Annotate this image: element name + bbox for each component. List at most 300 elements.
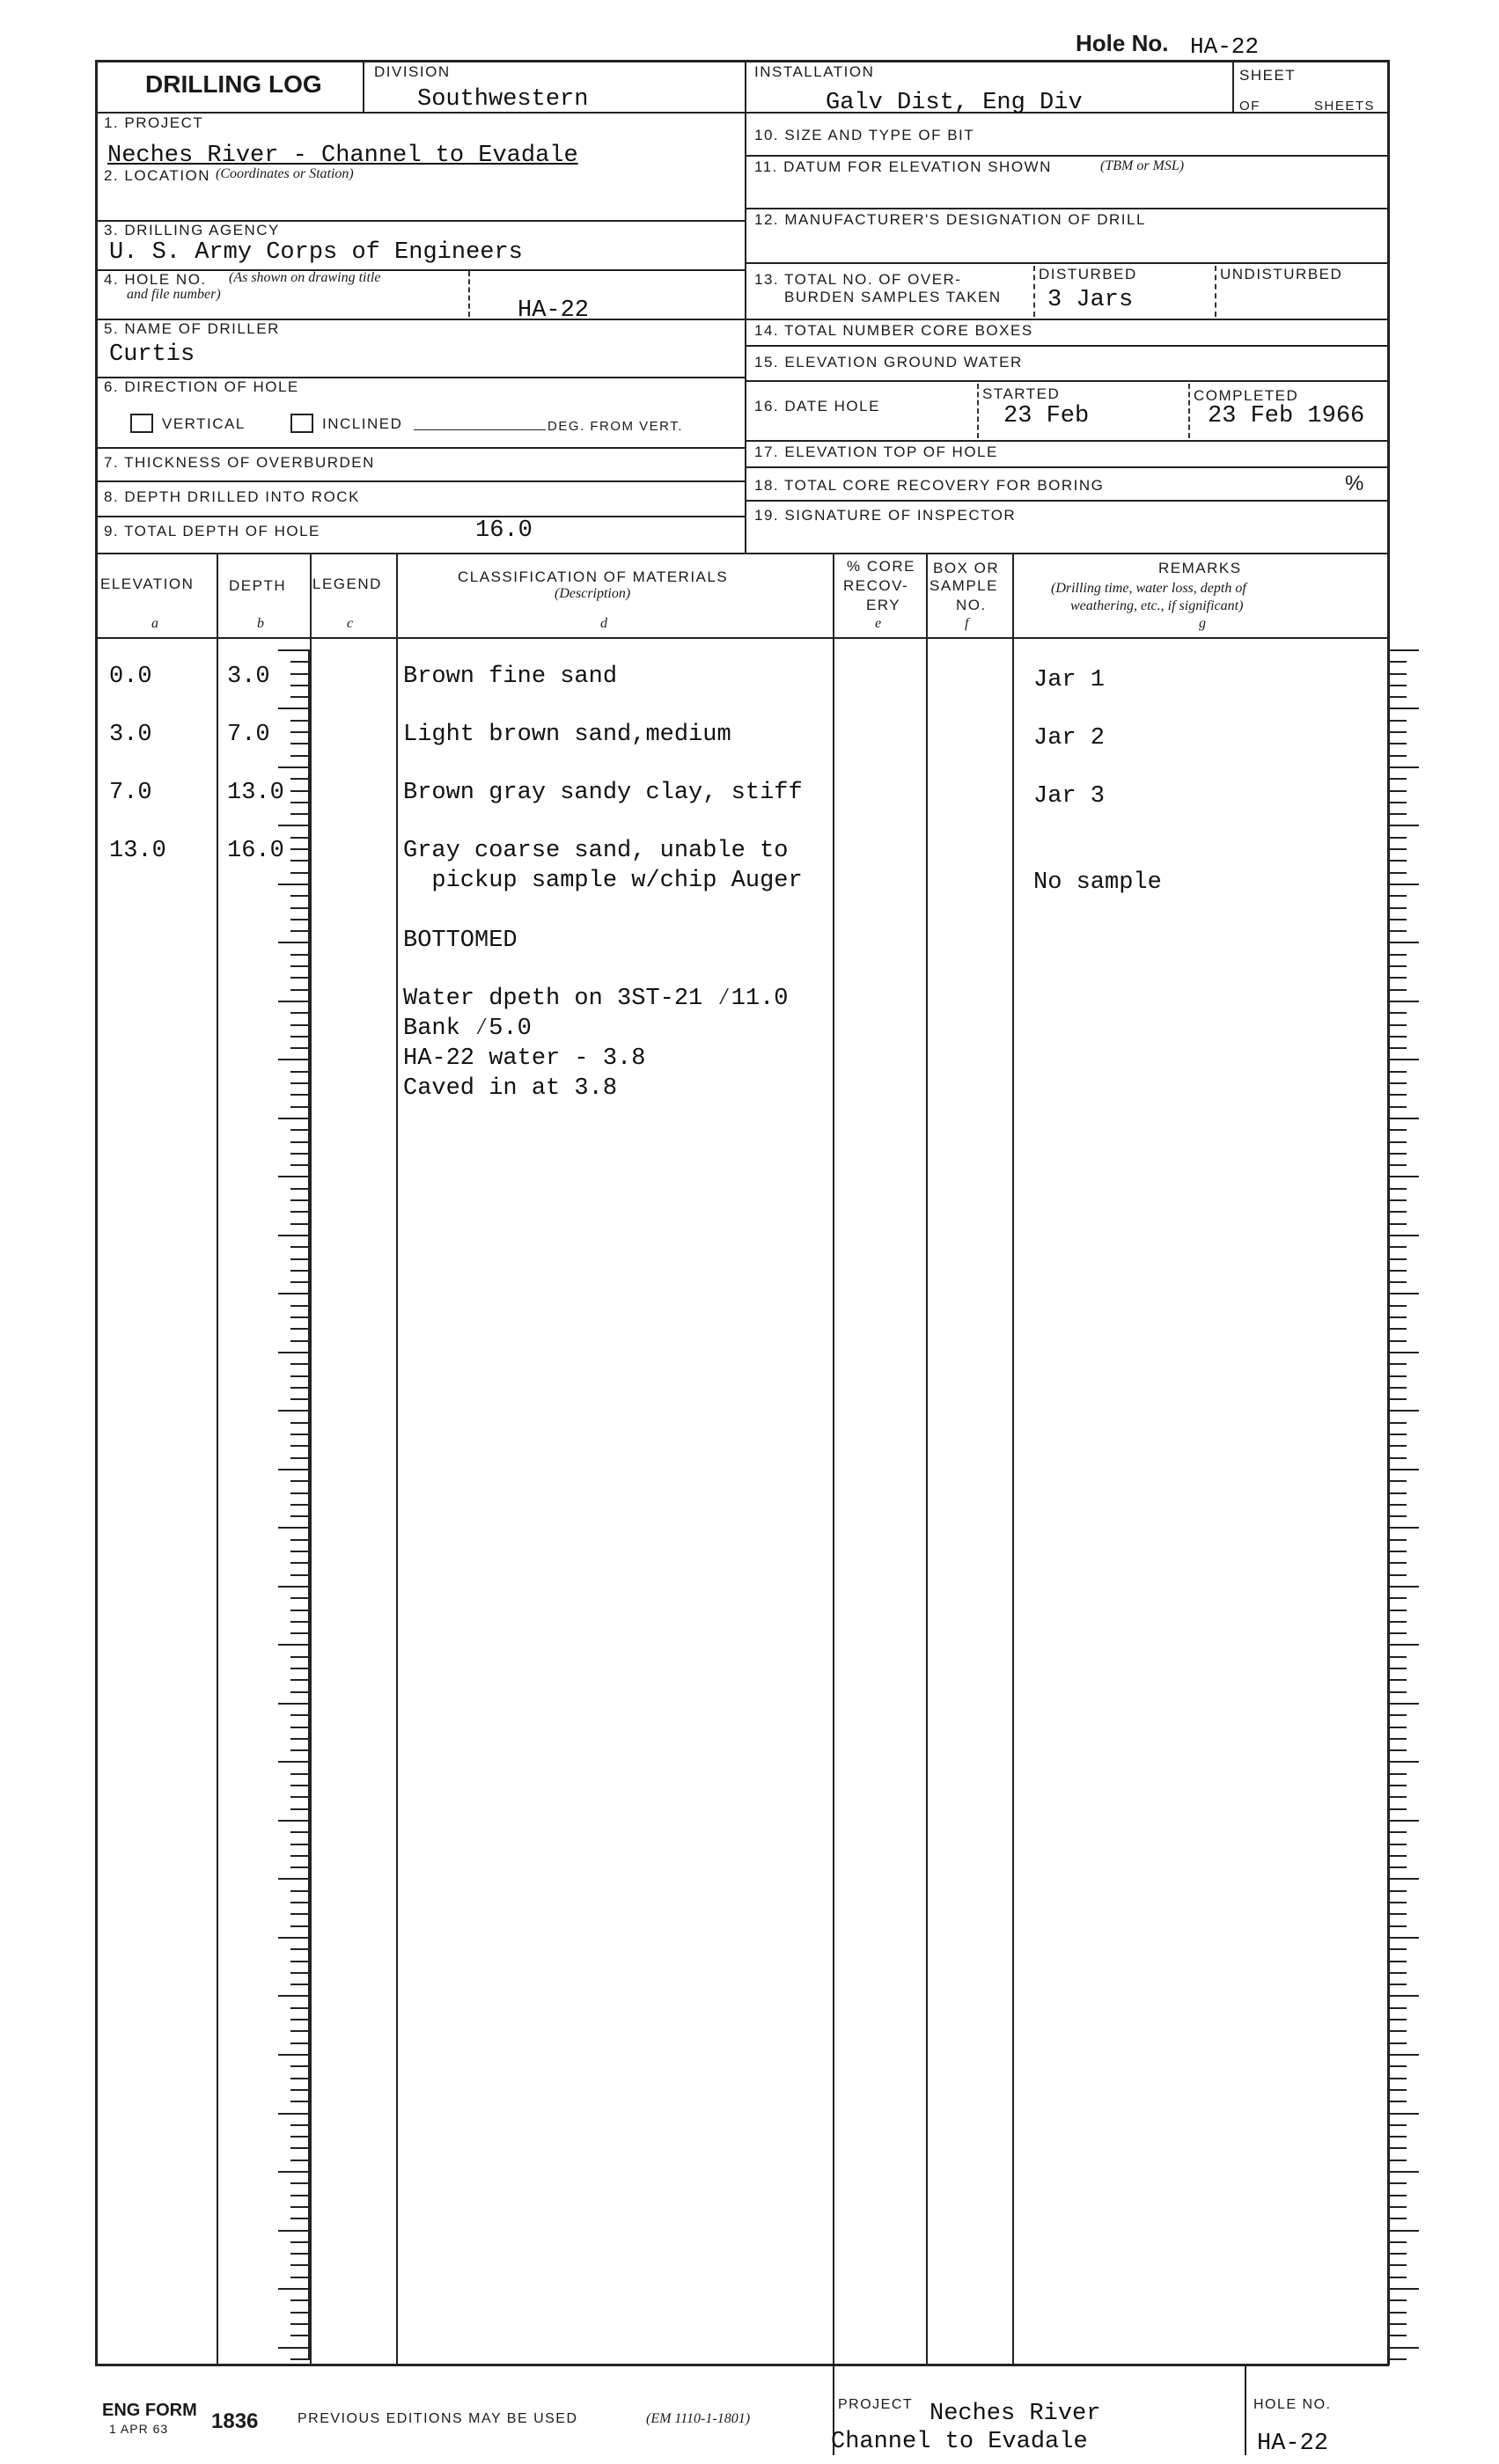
hole-no-label: Hole No.	[1076, 30, 1169, 56]
scale-tick	[1389, 895, 1407, 897]
scale-tick	[1389, 1855, 1407, 1857]
bit-label: 10. SIZE AND TYPE OF BIT	[754, 127, 975, 143]
col-classification: CLASSIFICATION OF MATERIALS	[458, 568, 729, 585]
scale-tick	[1389, 1866, 1407, 1868]
samples-label-2: BURDEN SAMPLES TAKEN	[784, 289, 1002, 305]
sheet-label: SHEET	[1239, 67, 1297, 84]
scale-tick	[290, 1047, 310, 1049]
scale-tick	[1389, 696, 1407, 698]
scale-tick	[1389, 755, 1407, 757]
row-description-cont: pickup sample w/chip Auger	[403, 868, 803, 894]
scale-tick	[290, 2042, 310, 2044]
scale-tick	[1389, 1340, 1407, 1342]
col-letter-a: a	[151, 616, 158, 631]
location-label: 2. LOCATION	[104, 167, 211, 184]
row-description: Brown fine sand	[403, 664, 618, 690]
scale-tick	[1389, 1539, 1407, 1541]
scale-tick	[290, 1305, 310, 1307]
scale-tick	[1389, 2054, 1419, 2056]
scale-tick	[1389, 1679, 1407, 1681]
vertical-label: VERTICAL	[162, 415, 246, 432]
scale-tick	[278, 942, 310, 943]
scale-tick	[1389, 860, 1407, 862]
scale-tick	[1389, 1082, 1407, 1084]
scale-tick	[1389, 708, 1419, 709]
scale-tick	[290, 1270, 310, 1272]
col-core-2: RECOV-	[843, 577, 909, 594]
scale-tick	[1389, 1363, 1407, 1365]
scale-tick	[278, 1235, 310, 1236]
scale-tick	[1389, 1199, 1407, 1201]
row-description: Gray coarse sand, unable to	[403, 838, 789, 864]
col-box-3: NO.	[956, 597, 987, 613]
scale-tick	[1389, 919, 1407, 920]
scale-tick	[1389, 2019, 1407, 2020]
scale-tick	[1389, 1785, 1407, 1786]
scale-tick	[1389, 1738, 1407, 1740]
scale-tick	[1389, 1211, 1407, 1213]
scale-tick	[290, 720, 310, 722]
scale-tick	[290, 1398, 310, 1400]
note-line: HA-22 water - 3.8	[403, 1045, 646, 1072]
scale-tick	[290, 1925, 310, 1927]
scale-tick	[278, 2347, 310, 2349]
scale-tick	[278, 1527, 310, 1529]
scale-tick	[1389, 1422, 1407, 1424]
scale-tick	[290, 2019, 310, 2020]
scale-tick	[1389, 1691, 1407, 1693]
scale-tick	[1389, 1644, 1419, 1646]
scale-tick	[290, 1106, 310, 1108]
scale-tick	[290, 1434, 310, 1435]
scale-tick	[290, 1363, 310, 1365]
note-line: Water dpeth on 3ST-21 ⁄11.0	[403, 986, 789, 1012]
sheets-label: SHEETS	[1314, 99, 1376, 114]
scale-tick	[278, 1469, 310, 1470]
scale-tick	[1389, 2007, 1407, 2009]
datum-sub: (TBM or MSL)	[1100, 158, 1185, 173]
eng-form-label: ENG FORM	[102, 2401, 197, 2420]
scale-tick	[1389, 2101, 1407, 2102]
scale-tick	[1389, 2195, 1407, 2196]
footer-hole-value: HA-22	[1257, 2431, 1329, 2457]
scale-tick	[1389, 1515, 1407, 1517]
note-line: Caved in at 3.8	[403, 1075, 618, 1102]
scale-tick	[278, 1001, 310, 1002]
scale-tick	[290, 1866, 310, 1868]
scale-tick	[290, 2335, 310, 2336]
scale-tick	[1389, 1621, 1407, 1623]
scale-tick	[290, 919, 310, 920]
scale-tick	[290, 2358, 310, 2360]
scale-tick	[290, 2299, 310, 2301]
date-hole-label: 16. DATE HOLE	[754, 398, 880, 414]
footer-project-value-1: Neches River	[930, 2401, 1101, 2427]
scale-tick	[290, 1515, 310, 1517]
col-depth: DEPTH	[229, 577, 287, 594]
scale-tick	[278, 2171, 310, 2173]
scale-tick	[290, 1656, 310, 1658]
scale-tick	[290, 743, 310, 744]
scale-tick	[1389, 1703, 1419, 1705]
scale-tick	[290, 1714, 310, 1716]
scale-tick	[1389, 1480, 1407, 1482]
scale-tick	[290, 2065, 310, 2067]
scale-tick	[290, 1199, 310, 1201]
scale-tick	[1389, 802, 1407, 803]
footer-project-value-2: Channel to Evadale	[831, 2429, 1088, 2455]
scale-tick	[290, 1492, 310, 1494]
col-letter-d: d	[600, 616, 607, 631]
scale-tick	[290, 2264, 310, 2266]
col-remarks-sub-1: (Drilling time, water loss, depth of	[1051, 581, 1246, 596]
scale-tick	[1389, 1574, 1407, 1576]
scale-tick	[290, 2007, 310, 2009]
row-remarks: Jar 1	[1033, 667, 1106, 693]
scale-tick	[1389, 1036, 1407, 1038]
scale-tick	[1389, 2277, 1407, 2278]
scale-tick	[1389, 1293, 1419, 1294]
scale-tick	[290, 2160, 310, 2161]
scale-tick	[290, 1340, 310, 1342]
location-sub: (Coordinates or Station)	[216, 166, 354, 181]
scale-tick	[290, 1223, 310, 1225]
scale-tick	[278, 1878, 310, 1880]
core-recovery-label: 18. TOTAL CORE RECOVERY FOR BORING	[754, 477, 1105, 494]
scale-tick	[1389, 872, 1407, 874]
scale-tick	[290, 1457, 310, 1459]
col-core-3: ERY	[866, 597, 901, 613]
scale-tick	[278, 1293, 310, 1294]
scale-tick	[278, 649, 310, 651]
scale-tick	[290, 1773, 310, 1775]
scale-tick	[290, 1562, 310, 1564]
scale-tick	[1389, 1913, 1407, 1915]
inclined-checkbox[interactable]	[290, 414, 313, 433]
scale-tick	[290, 1281, 310, 1283]
scale-tick	[290, 1890, 310, 1892]
completed-label: COMPLETED	[1194, 387, 1299, 404]
scale-tick	[1389, 1937, 1419, 1939]
scale-tick	[1389, 1129, 1407, 1131]
form-title: DRILLING LOG	[145, 70, 322, 98]
completed-value: 23 Feb 1966	[1208, 403, 1365, 429]
scale-tick	[290, 989, 310, 991]
scale-tick	[1389, 1761, 1419, 1763]
scale-tick	[290, 1258, 310, 1260]
scale-tick	[290, 1679, 310, 1681]
row-depth: 13.0	[227, 780, 284, 806]
scale-tick	[1389, 1610, 1407, 1611]
scale-tick	[290, 1632, 310, 1634]
scale-tick	[290, 1844, 310, 1845]
ground-water-label: 15. ELEVATION GROUND WATER	[754, 354, 1023, 370]
row-elevation: 3.0	[109, 722, 152, 748]
percent-sign: %	[1345, 472, 1364, 495]
scale-tick	[290, 1610, 310, 1611]
previous-editions: PREVIOUS EDITIONS MAY BE USED	[298, 2411, 578, 2426]
scale-tick	[1389, 1984, 1407, 1985]
scale-tick	[290, 1551, 310, 1552]
scale-tick	[290, 2101, 310, 2102]
scale-tick	[1389, 954, 1407, 956]
scale-tick	[1389, 825, 1419, 826]
scale-tick	[278, 2230, 310, 2232]
manufacturer-label: 12. MANUFACTURER'S DESIGNATION OF DRILL	[754, 211, 1146, 228]
scale-tick	[1389, 2089, 1407, 2091]
scale-tick	[1389, 2042, 1407, 2044]
inclined-label: INCLINED	[322, 415, 403, 432]
scale-tick	[1389, 2171, 1419, 2173]
scale-tick	[1389, 2299, 1407, 2301]
scale-tick	[1389, 1235, 1419, 1236]
scale-tick	[278, 2113, 310, 2115]
scale-tick	[290, 1246, 310, 1248]
footer-hole-label: HOLE NO.	[1253, 2397, 1332, 2412]
col-classification-sub: (Description)	[555, 586, 631, 601]
scale-tick	[1389, 1328, 1407, 1330]
row-elevation: 7.0	[109, 780, 152, 806]
row-remarks: No sample	[1033, 869, 1162, 896]
scale-tick	[290, 1749, 310, 1751]
scale-tick	[1389, 977, 1407, 979]
hole-no-field-label: 4. HOLE NO.	[104, 271, 207, 288]
scale-tick	[290, 1328, 310, 1330]
scale-tick	[290, 1796, 310, 1798]
scale-tick	[290, 2323, 310, 2325]
scale-tick	[1389, 685, 1407, 686]
col-box-2: SAMPLE	[930, 577, 998, 594]
disturbed-label: DISTURBED	[1039, 266, 1137, 282]
scale-tick	[1389, 1562, 1407, 1564]
scale-tick	[278, 1820, 310, 1822]
scale-tick	[1389, 1668, 1407, 1669]
undisturbed-label: UNDISTURBED	[1220, 266, 1343, 282]
scale-tick	[290, 1948, 310, 1950]
deg-label: DEG. FROM VERT.	[547, 419, 683, 434]
scale-tick	[1389, 1001, 1419, 1002]
scale-tick	[1389, 1071, 1407, 1073]
form-number: 1836	[211, 2409, 259, 2433]
rock-label: 8. DEPTH DRILLED INTO ROCK	[104, 488, 360, 505]
row-remarks: Jar 2	[1033, 725, 1106, 752]
row-elevation: 0.0	[109, 664, 152, 690]
scale-tick	[1389, 1012, 1407, 1014]
division-label: DIVISION	[374, 63, 451, 80]
scale-tick	[278, 1410, 310, 1412]
scale-tick	[290, 778, 310, 780]
vertical-checkbox[interactable]	[130, 414, 153, 433]
scale-tick	[1389, 1352, 1419, 1353]
scale-tick	[1389, 1844, 1407, 1845]
scale-tick	[1389, 731, 1407, 733]
col-letter-g: g	[1199, 616, 1206, 631]
scale-tick	[290, 1504, 310, 1506]
row-depth: 16.0	[227, 838, 284, 864]
scale-tick	[1389, 942, 1419, 943]
scale-tick	[1389, 1878, 1419, 1880]
scale-tick	[1389, 1410, 1419, 1412]
elev-top-label: 17. ELEVATION TOP OF HOLE	[754, 444, 998, 460]
scale-tick	[1389, 720, 1407, 722]
col-letter-e: e	[875, 616, 882, 631]
scale-tick	[1389, 1820, 1419, 1822]
scale-tick	[290, 2206, 310, 2208]
scale-tick	[290, 1387, 310, 1389]
scale-tick	[1389, 1141, 1407, 1143]
scale-tick	[290, 1153, 310, 1155]
scale-spine	[308, 649, 310, 2358]
scale-tick	[290, 965, 310, 967]
col-core-1: % CORE	[847, 558, 915, 575]
scale-tick	[290, 1375, 310, 1377]
scale-tick	[278, 1059, 310, 1060]
scale-tick	[290, 1036, 310, 1038]
scale-tick	[1389, 1632, 1407, 1634]
scale-tick	[290, 802, 310, 803]
scale-tick	[1389, 2113, 1419, 2115]
scale-tick	[290, 1785, 310, 1786]
col-remarks: REMARKS	[1158, 560, 1242, 576]
scale-tick	[1389, 1106, 1407, 1108]
scale-tick	[1389, 1948, 1407, 1950]
scale-tick	[290, 731, 310, 733]
started-label: STARTED	[982, 385, 1061, 402]
scale-tick	[290, 696, 310, 698]
scale-tick	[290, 977, 310, 979]
scale-tick	[1389, 2288, 1419, 2290]
scale-tick	[290, 1972, 310, 1974]
scale-tick	[290, 1539, 310, 1541]
scale-tick	[1389, 1153, 1407, 1155]
scale-tick	[290, 930, 310, 932]
scale-tick	[1389, 965, 1407, 967]
col-letter-f: f	[965, 616, 969, 631]
installation-value: Galv Dist, Eng Div	[826, 90, 1083, 116]
division-value: Southwestern	[417, 86, 589, 113]
direction-label: 6. DIRECTION OF HOLE	[104, 378, 299, 395]
footer-project-label: PROJECT	[838, 2397, 914, 2412]
scale-tick	[1389, 1890, 1407, 1892]
row-depth: 3.0	[227, 664, 270, 690]
row-description: Brown gray sandy clay, stiff	[403, 780, 803, 806]
scale-tick	[290, 1691, 310, 1693]
scale-tick	[290, 1082, 310, 1084]
scale-tick	[1389, 2182, 1407, 2184]
scale-tick	[1389, 1995, 1419, 1997]
scale-tick	[290, 790, 310, 792]
scale-tick	[1389, 1270, 1407, 1272]
row-remarks: Jar 3	[1033, 783, 1106, 810]
scale-tick	[1389, 1059, 1419, 1060]
scale-tick	[290, 1422, 310, 1424]
scale-tick	[1389, 2065, 1407, 2067]
scale-tick	[278, 766, 310, 768]
scale-tick	[278, 2288, 310, 2290]
col-letter-b: b	[257, 616, 264, 631]
scale-tick	[290, 1738, 310, 1740]
scale-tick	[1389, 1504, 1407, 1506]
scale-tick	[290, 1727, 310, 1728]
core-boxes-label: 14. TOTAL NUMBER CORE BOXES	[754, 322, 1033, 339]
scale-tick	[278, 1586, 310, 1588]
scale-tick	[1389, 1796, 1407, 1798]
scale-tick	[278, 1703, 310, 1705]
scale-tick	[290, 1902, 310, 1903]
scale-tick	[1389, 1714, 1407, 1716]
scale-tick	[1389, 1727, 1407, 1728]
project-label: 1. PROJECT	[104, 114, 204, 131]
scale-tick	[290, 895, 310, 897]
scale-tick	[1389, 1223, 1407, 1225]
scale-tick	[290, 813, 310, 815]
scale-tick	[1389, 1024, 1407, 1026]
scale-tick	[1389, 1551, 1407, 1552]
scale-tick	[1389, 1972, 1407, 1974]
scale-tick	[1389, 884, 1419, 885]
hole-no-value: HA-22	[1190, 33, 1260, 60]
scale-tick	[1389, 837, 1407, 839]
scale-tick	[290, 1574, 310, 1576]
scale-tick	[290, 2124, 310, 2126]
scale-tick	[1389, 1831, 1407, 1833]
row-description: Light brown sand,medium	[403, 722, 731, 748]
scale-tick	[1389, 930, 1407, 932]
scale-tick	[290, 1621, 310, 1623]
scale-tick	[1389, 1176, 1419, 1177]
agency-value: U. S. Army Corps of Engineers	[109, 239, 523, 266]
driller-value: Curtis	[109, 341, 195, 368]
inspector-label: 19. SIGNATURE OF INSPECTOR	[754, 507, 1017, 524]
col-remarks-sub-2: weathering, etc., if significant)	[1070, 598, 1244, 613]
scale-tick	[278, 1995, 310, 1997]
scale-tick	[1389, 1398, 1407, 1400]
scale-tick	[290, 860, 310, 862]
datum-label: 11. DATUM FOR ELEVATION SHOWN	[754, 158, 1052, 175]
scale-tick	[1389, 1387, 1407, 1389]
scale-tick	[1389, 1094, 1407, 1096]
scale-tick	[290, 2182, 310, 2184]
scale-tick	[290, 2253, 310, 2255]
scale-tick	[1389, 1925, 1407, 1927]
hole-no-sub-2: and file number)	[127, 287, 221, 302]
scale-tick	[1389, 2230, 1419, 2232]
scale-tick	[1389, 1773, 1407, 1775]
scale-tick	[1389, 1656, 1407, 1658]
col-legend: LEGEND	[312, 576, 382, 592]
scale-tick	[290, 2218, 310, 2219]
scale-tick	[290, 837, 310, 839]
scale-tick	[278, 1644, 310, 1646]
scale-tick	[1389, 2323, 1407, 2325]
scale-tick	[1389, 1961, 1407, 1962]
scale-tick	[290, 1188, 310, 1190]
row-elevation: 13.0	[109, 838, 166, 864]
scale-tick	[1389, 2124, 1407, 2126]
scale-tick	[1389, 2218, 1407, 2219]
scale-tick	[290, 1984, 310, 1985]
scale-tick	[290, 2195, 310, 2196]
scale-tick	[278, 1937, 310, 1939]
note-line: Bank ⁄5.0	[403, 1016, 532, 1042]
samples-label-1: 13. TOTAL NO. OF OVER-	[754, 271, 962, 288]
scale-tick	[290, 2241, 310, 2243]
scale-tick	[1389, 1305, 1407, 1307]
form-date: 1 APR 63	[109, 2422, 169, 2436]
scale-tick	[1389, 2206, 1407, 2208]
scale-tick	[290, 2136, 310, 2138]
scale-tick	[290, 1024, 310, 1026]
